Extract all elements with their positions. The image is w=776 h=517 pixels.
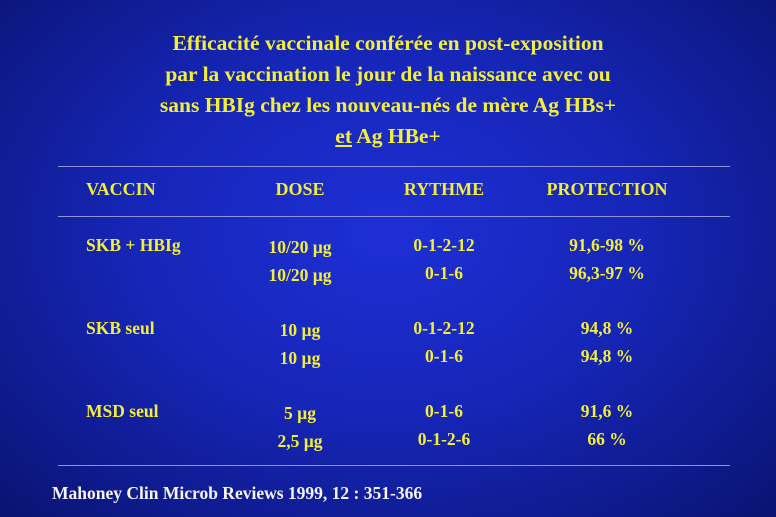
title-line-4 (0, 121, 776, 152)
title-underlined-word: et (335, 124, 352, 148)
table-cell-rythme: 0-1-2-6 (417, 429, 471, 449)
header-divider (58, 216, 730, 217)
header-rythme: RYTHME (403, 179, 485, 199)
table-cell-protection: 91,6 % (580, 401, 634, 421)
slide-title (0, 28, 776, 152)
table-cell-dose: 5 µg (284, 403, 316, 423)
table-cell-dose: 10 µg (279, 348, 321, 368)
table-cell-rythme: 0-1-6 (425, 401, 463, 421)
title-line-3: sans HBIg chez les nouveau-nés de mère Ag HBs+ (159, 93, 617, 117)
table-cell-dose: 10 µg (279, 320, 321, 340)
table-cell-dose: 10/20 µg (268, 265, 332, 285)
table-cell-protection: 66 % (587, 429, 627, 449)
header-dose: DOSE (275, 179, 325, 199)
table-cell-protection: 96,3-97 % (569, 263, 645, 283)
title-line-4-rest: Ag HBe+ (352, 124, 441, 148)
table-cell-rythme: 0-1-6 (425, 346, 463, 366)
table-cell-vaccin: SKB seul (86, 318, 155, 338)
title-line-2: par la vaccination le jour de la naissance avec ou (165, 62, 611, 86)
table-cell-protection: 94,8 % (580, 318, 634, 338)
table-cell-protection: 94,8 % (580, 346, 634, 366)
table-cell-rythme: 0-1-2-12 (413, 235, 475, 255)
title-line-1: Efficacité vaccinale conférée en post-exposition (172, 31, 604, 55)
table-cell-dose: 2,5 µg (277, 431, 323, 451)
table-cell-dose: 10/20 µg (268, 237, 332, 257)
table-cell-rythme: 0-1-6 (425, 263, 463, 283)
table-cell-protection: 91,6-98 % (569, 235, 645, 255)
citation: Mahoney Clin Microb Reviews 1999, 12 : 351-366 (52, 483, 423, 503)
header-vaccin: VACCIN (86, 179, 156, 199)
table-cell-vaccin: SKB + HBIg (86, 235, 181, 255)
table-cell-vaccin: MSD seul (86, 401, 159, 421)
header-protection: PROTECTION (546, 179, 668, 199)
top-divider (58, 166, 730, 167)
bottom-divider (58, 465, 730, 466)
table-cell-rythme: 0-1-2-12 (413, 318, 475, 338)
